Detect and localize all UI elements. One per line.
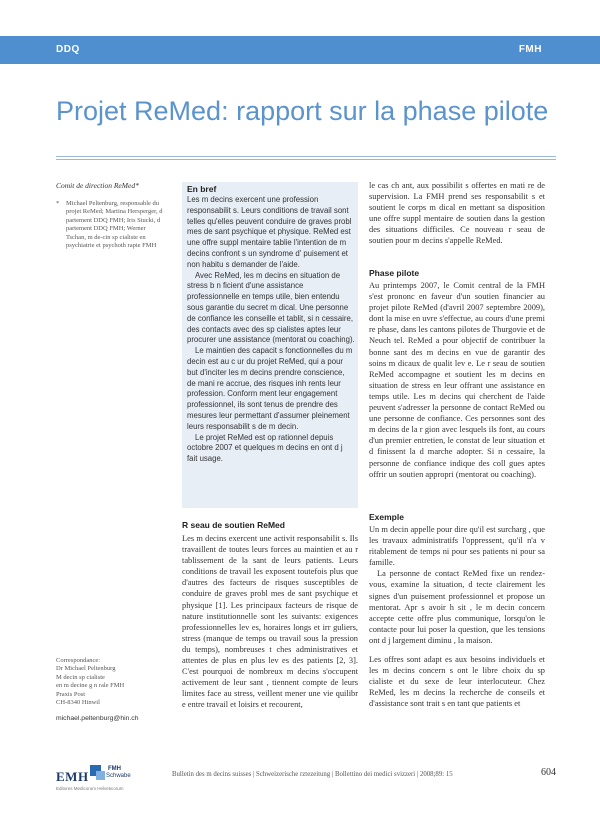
corr-line: Correspondance: <box>56 657 101 664</box>
body-paragraph: Les offres sont adapt es aux besoins individuels et les m decins concern s ont le libre choix du sp cialiste et du sexe de leur interlocuteur. Chez ReMed, les m decins la recherche de conseils et d'assistance sont trait s en tant que patients et <box>369 655 545 709</box>
author-note-text: Michael Peltenburg, responsable du projet ReMed; Martina Hersperger, d partement DDQ FMH; Iris Stucki, d partement DDQ FMH; Werner Tschan, m de-cin sp cialiste en psychiatrie et psychoth rapie FMH <box>66 200 163 250</box>
author-note <box>56 200 166 250</box>
header-bar <box>0 36 600 64</box>
email-link[interactable]: michael.peltenburg@hin.ch <box>56 715 139 723</box>
section-label-left: DDQ <box>56 44 80 55</box>
logo-schwabe-text: Schwabe <box>106 773 131 779</box>
section-heading-reseau: R seau de soutien ReMed <box>182 520 285 530</box>
section-heading-phase: Phase pilote <box>369 268 420 278</box>
body-paragraph: Au printemps 2007, le Comit central de la FMH s'est prononc en faveur d'un soutien financier au projet pilote ReMed (d'avril 2007 septembre 2009), dont la mise en uvre s'effectue, au cours d'une premi re phase, dans les cantons pilotes de Thurgovie et de Neuch tel. ReMed a pour objectif de contribuer la bonne sant des m decins en vue de garantir des soins m dicaux de qualit lev e. Le r seau de soutien ReMed accompagne et soutient les m decins en situation de stress en leur offrant une assistance en temps utile. Les m decins qui cherchent de l'aide peuvent s'adresser la personne de contact ReMed ou une personne de confiance. Ces personnes sont des m decins de la r gion avec lesquels ils font, au cours d'un premier entretien, le constat de leur situation et d finissent la d marche adopter. Si n cessaire, la personne de confiance indique des coll gues aptes offrir un soutien appropri (mentorat ou coaching). <box>369 281 545 479</box>
corr-line: en m decine g n rale FMH <box>56 682 125 690</box>
column-phase <box>369 280 545 480</box>
title-rule-top <box>56 156 556 157</box>
emh-logo <box>56 765 146 799</box>
summary-body <box>187 195 355 465</box>
corr-line: Dr Michael Peltenburg <box>56 665 116 673</box>
summary-heading: En bref <box>187 184 217 194</box>
logo-emh-text: EMH <box>56 769 89 784</box>
column-exemple <box>369 524 545 710</box>
summary-paragraph: Les m decins exercent une profession responsabilit s. Leurs conditions de travail sont telles qu'elles peuvent conduire de graves probl mes de sant psychique et physique. ReMed est une offre suppl mentaire tablie l'intention de m decins confront s un syndrome d' puisement et non habitu s demander de l'aide. <box>187 195 352 269</box>
summary-paragraph: Le projet ReMed est op rationnel depuis octobre 2007 et quelques m decins en ont d j fait usage. <box>187 432 343 464</box>
page-number: 604 <box>541 767 556 778</box>
column-intro <box>369 180 545 247</box>
body-paragraph: Un m decin appelle pour dire qu'il est surcharg , que les travaux administratifs l'oppressent, qu'il n'a v ritablement de temps ni pour ses patients ni pour sa famille. <box>369 525 545 568</box>
corr-line: M decin sp cialiste <box>56 673 105 681</box>
logo-square-icon-secondary <box>96 771 105 780</box>
logo-subtitle: Editores Medicorum Helveticorum <box>56 786 124 791</box>
corr-line: CH-8340 Hinwil <box>56 699 100 707</box>
journal-citation: Bulletin des m decins suisses | Schweizerische rztezeitung | Bollettino dei medici svizzeri | 2008;89: 15 <box>172 771 453 778</box>
body-paragraph: le cas ch ant, aux possibilit s offertes en mati re de supervision. La FMH prend ses responsabilit s et soutient le corps m dical en mettant sa disposition une offre suppl mentaire de soutien dans la gestion des situations difficiles. Ce nouveau r seau de soutien pour m decins s'appelle ReMed. <box>369 181 545 246</box>
summary-paragraph: Le maintien des capacit s fonctionnelles du m decin est au c ur du projet ReMed, qui a pour but d'inciter les m decins prendre conscience, de mani re accrue, des risques inh rents leur profession. Conform ment leur engagement professionnel, ils sont tenus de prendre des mesures leur permettant d'assumer pleinement leurs responsabilit s de m decin. <box>187 346 353 431</box>
correspondence-block <box>56 657 166 724</box>
byline: Comit de direction ReMed* <box>56 181 139 190</box>
article-title: Projet ReMed: rapport sur la phase pilote <box>56 96 549 126</box>
section-heading-exemple: Exemple <box>369 512 404 522</box>
summary-paragraph: Avec ReMed, les m decins en situation de stress b n ficient d'une assistance professionnelle en temps utile, bien entendu sous garantie du secret m dical. Une personne de confiance les conseille et tablit, si n cessaire, des contacts avec des sp cialistes aptes leur procurer une assistance (mentorat ou coaching). <box>187 270 355 345</box>
corr-line: Praxis Post <box>56 690 86 698</box>
title-rule-bottom <box>56 159 556 160</box>
summary-box <box>182 182 358 508</box>
footnote-star: * <box>56 200 60 207</box>
body-paragraph: Les m decins exercent une activit responsabilit s. Ils travaillent de toutes leurs forces au maintien et au r tablissement de la sant de leurs patients. Leurs conditions de travail les exposent toutefois plus que d'autres des facteurs de risques susceptibles de conduire de graves probl mes de sant psychique et physique [1]. Les principaux facteurs de risque de nature institutionnelle sont les suivants: exigences professionnelles lev es, horaires longs et irr guliers, stress (manque de temps ou travail sous la pression du temps), nombreuses t ches administratives et attentes de plus en plus lev es des patients [2, 3]. C'est pourquoi de nombreux m decins s'occupent activement de leur sant , tiennent compte de leurs limites face au stress, veillent mener une vie quilibr e entre travail et loisirs et recourent, <box>182 534 358 710</box>
column-reseau <box>182 533 358 711</box>
logo-fmh-text: FMH <box>108 766 121 772</box>
body-paragraph: La personne de contact ReMed fixe un rendez-vous, examine la situation, d tecte clairement les signes d'un puisement professionnel et propose un mentorat. Apr s avoir h sit , le m decin concern accepte cette offre plus communique, lorsqu'on le contacte pour lui poser la question, que les tensions ont d j largement diminu , la maison. <box>369 569 545 645</box>
section-label-right: FMH <box>518 44 542 55</box>
page-footer <box>56 765 556 801</box>
